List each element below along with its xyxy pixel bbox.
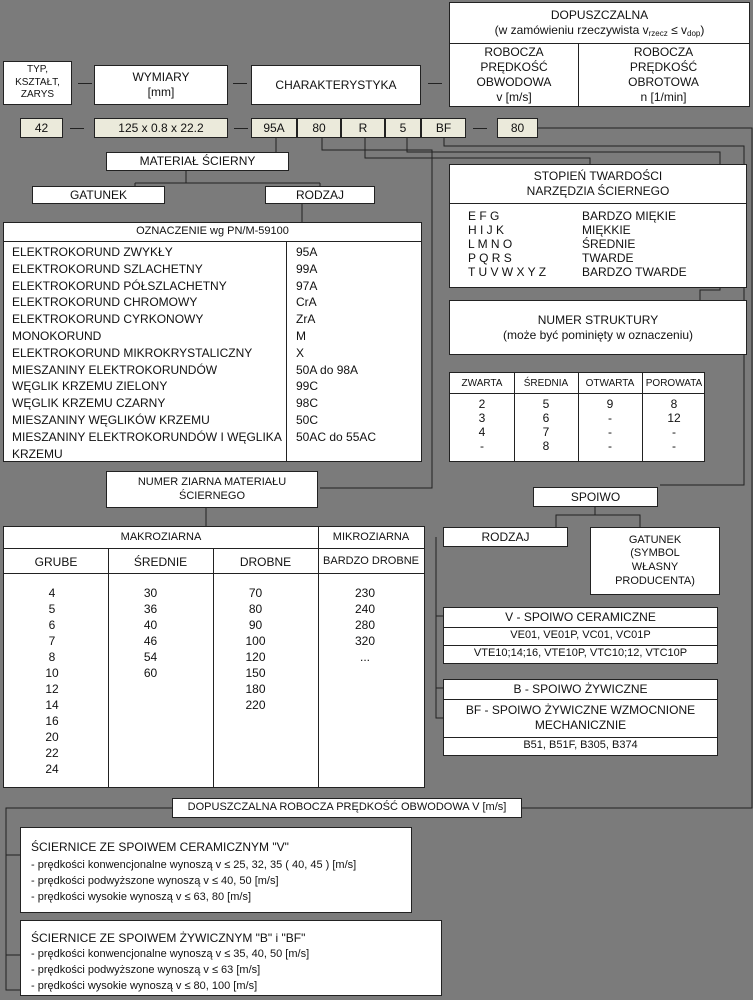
material-name: ELEKTROKORUND SZLACHETNY <box>12 261 203 276</box>
bond-title-box <box>533 487 658 507</box>
resin-bond-box <box>443 679 718 756</box>
hardness-letters: L M N O <box>468 237 513 251</box>
code-grain-value: 80 <box>312 120 326 135</box>
hardness-title: STOPIEŃ TWARDOŚCI NARZĘDZIA ŚCIERNEGO <box>526 169 670 198</box>
grain-value: 24 <box>45 762 59 776</box>
structure-value: 9 <box>606 397 614 411</box>
grain-title: NUMER ZIARNA MATERIAŁU ŚCIERNEGO <box>137 475 287 502</box>
structure-value: 7 <box>542 425 550 439</box>
grain-value: ... <box>359 650 370 664</box>
grain-value: 14 <box>45 698 59 712</box>
type-shape-label: TYP, KSZTAŁT, ZARYS <box>15 64 60 101</box>
characteristic-box <box>251 65 421 105</box>
material-code: 99A <box>296 261 318 276</box>
resin-speed-line: - prędkości wysokie wynoszą v ≤ 80, 100 [m/s] <box>31 980 258 992</box>
material-name: ELEKTROKORUND MIKROKRYSTALICZNY <box>12 345 253 360</box>
allowed-title: DOPUSZCZALNA <box>550 7 649 22</box>
material-code: X <box>296 345 305 360</box>
grain-value: 12 <box>45 682 59 696</box>
material-divider <box>286 241 287 461</box>
structure-header-rule <box>450 393 704 394</box>
grain-value: 30 <box>143 586 158 600</box>
allowed-note-sub2: dop <box>687 28 701 38</box>
grain-table <box>3 526 425 788</box>
grain-value: 80 <box>248 602 263 616</box>
material-name: ELEKTROKORUND CYRKONOWY <box>12 312 204 327</box>
resin-speed-box <box>20 920 442 996</box>
allowed-note-le: ≤ v <box>667 22 688 37</box>
grain-header: ŚREDNIE <box>133 555 188 569</box>
code-bond-value: BF <box>435 120 452 135</box>
grain-value: 7 <box>48 634 56 648</box>
grain-value: 8 <box>48 650 56 664</box>
grain-macro-header: MAKROZIARNA <box>120 530 202 543</box>
grain-header: DROBNE <box>239 555 292 569</box>
ceramic-bond-title: V - SPOIWO CERAMICZNE <box>505 610 656 624</box>
ceramic-speed-box <box>20 827 412 913</box>
code-bond <box>421 118 466 138</box>
material-standard-title: OZNACZENIE wg PN/M-59100 <box>136 225 289 238</box>
ceramic-speed-line: - prędkości wysokie wynoszą v ≤ 63, 80 [m/s] <box>31 891 252 903</box>
bond-kind-box <box>443 527 568 547</box>
grain-value: 90 <box>248 618 263 632</box>
material-name: MIESZANINY ELEKTROKORUNDÓW <box>12 362 218 377</box>
resin-speed-line: - prędkości konwencjonalne wynoszą v ≤ 35, 40, 50 [m/s] <box>31 948 310 960</box>
hardness-letters: E F G <box>468 209 500 223</box>
dimensions-title: WYMIARY <box>132 70 190 84</box>
grain-value: 40 <box>143 618 158 632</box>
ceramic-speed-line: - prędkości konwencjonalne wynoszą v ≤ 25, 32, 35 ( 40, 45 ) [m/s] <box>31 859 357 871</box>
structure-value: - <box>672 425 676 439</box>
grain-value: 46 <box>143 634 158 648</box>
ceramic-bond-list1: VE01, VE01P, VC01, VC01P <box>510 629 651 642</box>
grain-value: 6 <box>48 618 56 632</box>
material-code: 50C <box>296 413 319 427</box>
resin-speed-title: ŚCIERNICE ZE SPOIWEM ŻYWICZNYM "B" i "BF" <box>31 931 306 945</box>
grain-value: 240 <box>354 602 376 616</box>
grain-value: 70 <box>248 586 263 600</box>
hardness-label: ŚREDNIE <box>582 237 636 251</box>
material-name: WĘGLIK KRZEMU ZIELONY <box>12 379 168 394</box>
structure-value: 12 <box>667 411 681 425</box>
material-name: KRZEMU <box>12 446 63 461</box>
dash-separator <box>234 128 248 129</box>
material-grade-box <box>32 186 165 204</box>
hardness-label: BARDZO TWARDE <box>582 265 687 279</box>
code-shape <box>20 118 63 138</box>
structure-value: 5 <box>542 397 550 411</box>
grain-micro-header: MIKROZIARNA <box>332 530 410 543</box>
structure-table <box>449 372 705 462</box>
material-code: 50AC do 55AC <box>296 429 377 444</box>
structure-header: ŚREDNIA <box>523 378 569 389</box>
structure-columns <box>450 373 704 461</box>
dash-separator <box>78 83 92 84</box>
material-name: WĘGLIK KRZEMU CZARNY <box>12 396 166 411</box>
bond-grade-label: GATUNEK (SYMBOL WŁASNY PRODUCENTA) <box>615 533 695 587</box>
material-name: ELEKTROKORUND ZWYKŁY <box>12 245 173 259</box>
type-shape-box <box>3 61 72 105</box>
structure-value: - <box>672 439 676 453</box>
ceramic-speed-line: - prędkości podwyższone wynoszą v ≤ 40, 50 [m/s] <box>31 875 279 887</box>
material-name: MONOKORUND <box>12 329 102 343</box>
grain-value: 280 <box>354 618 376 632</box>
code-structure <box>385 118 421 138</box>
material-code: 50A do 98A <box>296 362 359 377</box>
grain-columns <box>4 548 424 787</box>
grain-value: 320 <box>354 634 376 648</box>
grain-value: 180 <box>245 682 266 696</box>
material-code: 95A <box>296 245 318 259</box>
hardness-letters: P Q R S <box>468 251 512 265</box>
ceramic-speed-title: ŚCIERNICE ZE SPOIWEM CERAMICZNYM "V" <box>31 840 289 854</box>
material-title: MATERIAŁ ŚCIERNY <box>139 154 256 168</box>
hardness-box <box>449 164 747 288</box>
dash-separator <box>473 128 487 129</box>
code-shape-value: 42 <box>34 120 49 135</box>
ceramic-bond-box <box>443 607 718 664</box>
allowed-note <box>495 23 705 39</box>
code-abrasive <box>251 118 297 138</box>
hardness-label: MIĘKKIE <box>582 223 631 237</box>
speed-title: DOPUSZCZALNA ROBOCZA PRĘDKOŚĆ OBWODOWA V [m/s] <box>187 801 507 814</box>
structure-value: 8 <box>542 439 550 453</box>
speed-title-box <box>172 798 522 818</box>
structure-header: ZWARTA <box>461 378 503 389</box>
dimensions-box <box>94 65 228 105</box>
grain-value: 22 <box>45 746 59 760</box>
grain-value: 100 <box>245 634 266 648</box>
grain-value: 60 <box>143 666 158 680</box>
rotational-speed-unit: n [1/min] <box>640 89 687 104</box>
material-grade-label: GATUNEK <box>69 187 128 202</box>
material-code: CrA <box>296 295 317 310</box>
code-speed <box>497 118 538 138</box>
material-code: ZrA <box>296 312 316 327</box>
grain-value: 54 <box>143 650 158 664</box>
grain-value: 16 <box>45 714 59 728</box>
structure-header: OTWARTA <box>585 378 635 389</box>
grain-value: 230 <box>354 586 376 600</box>
dash-separator <box>233 83 247 84</box>
peripheral-speed-label: ROBOCZA PRĘDKOŚĆ OBWODOWA <box>476 44 552 89</box>
grain-header: BARDZO DROBNE <box>323 555 419 567</box>
material-table <box>3 222 422 462</box>
structure-header: POROWATA <box>645 378 703 389</box>
code-dims <box>94 118 228 138</box>
structure-value: - <box>480 439 484 453</box>
code-hardness-value: R <box>358 120 368 135</box>
hardness-letters: H I J K <box>468 223 505 237</box>
code-grain <box>297 118 341 138</box>
allowed-note-sub1: rzecz <box>648 28 668 38</box>
structure-value: 8 <box>670 397 678 411</box>
code-hardness <box>341 118 385 138</box>
material-code: 97A <box>296 278 318 293</box>
material-name: MIESZANINY WĘGLIKÓW KRZEMU <box>12 413 210 427</box>
dash-separator <box>428 83 442 84</box>
grain-title-box <box>106 471 318 508</box>
grain-value: 36 <box>143 602 158 616</box>
code-speed-value: 80 <box>510 120 525 135</box>
material-title-box <box>106 152 289 171</box>
structure-note: (może być pominięty w oznaczeniu) <box>502 327 694 342</box>
grain-value: 4 <box>48 586 56 600</box>
hardness-label: BARDZO MIĘKIE <box>582 209 677 223</box>
material-kind-label: RODZAJ <box>296 187 344 202</box>
structure-value: 4 <box>478 425 486 439</box>
bond-grade-box <box>590 527 720 595</box>
grain-header: GRUBE <box>34 555 78 569</box>
resin-bond-list: B51, B51F, B305, B374 <box>523 739 638 752</box>
characteristic-label: CHARAKTERYSTYKA <box>275 77 397 92</box>
material-name: ELEKTROKORUND CHROMOWY <box>12 295 198 310</box>
material-name: MIESZANINY ELEKTROKORUNDÓW I WĘGLIKA <box>12 429 282 444</box>
code-structure-value: 5 <box>399 120 407 135</box>
resin-speed-line: - prędkości podwyższone wynoszą v ≤ 63 [m/s] <box>31 964 261 976</box>
bond-kind-label: RODZAJ <box>481 529 530 544</box>
rotational-speed-label: ROBOCZA PRĘDKOŚĆ OBROTOWA <box>628 44 699 89</box>
dash-separator <box>70 128 84 129</box>
allowed-note-end: ) <box>700 22 705 37</box>
grain-value: 120 <box>245 650 266 664</box>
resin-bond-reinforced: BF - SPOIWO ŻYWICZNE WZMOCNIONE MECHANICZNIE <box>465 703 696 732</box>
material-code: 98C <box>296 396 319 411</box>
peripheral-speed-unit: v [m/s] <box>496 89 532 104</box>
material-code: M <box>296 329 306 343</box>
structure-value: 6 <box>542 411 550 425</box>
ceramic-bond-list2: VTE10;14;16, VTE10P, VTC10;12, VTC10P <box>473 647 688 660</box>
hardness-label: TWARDE <box>582 251 634 265</box>
code-dims-value: 125 x 0.8 x 22.2 <box>118 120 204 135</box>
material-code: 99C <box>296 379 319 394</box>
grain-value: 220 <box>245 698 266 712</box>
grain-value: 150 <box>245 666 266 680</box>
structure-value: - <box>608 425 612 439</box>
structure-value: 2 <box>478 397 486 411</box>
code-abrasive-value: 95A <box>263 120 285 135</box>
material-kind-box <box>265 186 375 204</box>
grain-value: 10 <box>45 666 59 680</box>
dimensions-unit: [mm] <box>147 85 175 99</box>
grain-value: 5 <box>48 602 56 616</box>
grain-value: 20 <box>45 730 59 744</box>
bond-title: SPOIWO <box>570 489 621 504</box>
allowed-note-a: (w zamówieniu rzeczywista v <box>494 22 649 37</box>
structure-value: 3 <box>478 411 486 425</box>
material-name: ELEKTROKORUND PÓŁSZLACHETNY <box>12 278 227 293</box>
allowed-speed-box <box>449 2 750 107</box>
structure-title: NUMER STRUKTURY <box>537 312 659 327</box>
hardness-letters: T U V W X Y Z <box>468 265 547 279</box>
structure-title-box <box>449 300 747 355</box>
structure-value: - <box>608 411 612 425</box>
resin-bond-title: B - SPOIWO ŻYWICZNE <box>513 682 648 696</box>
structure-value: - <box>608 439 612 453</box>
